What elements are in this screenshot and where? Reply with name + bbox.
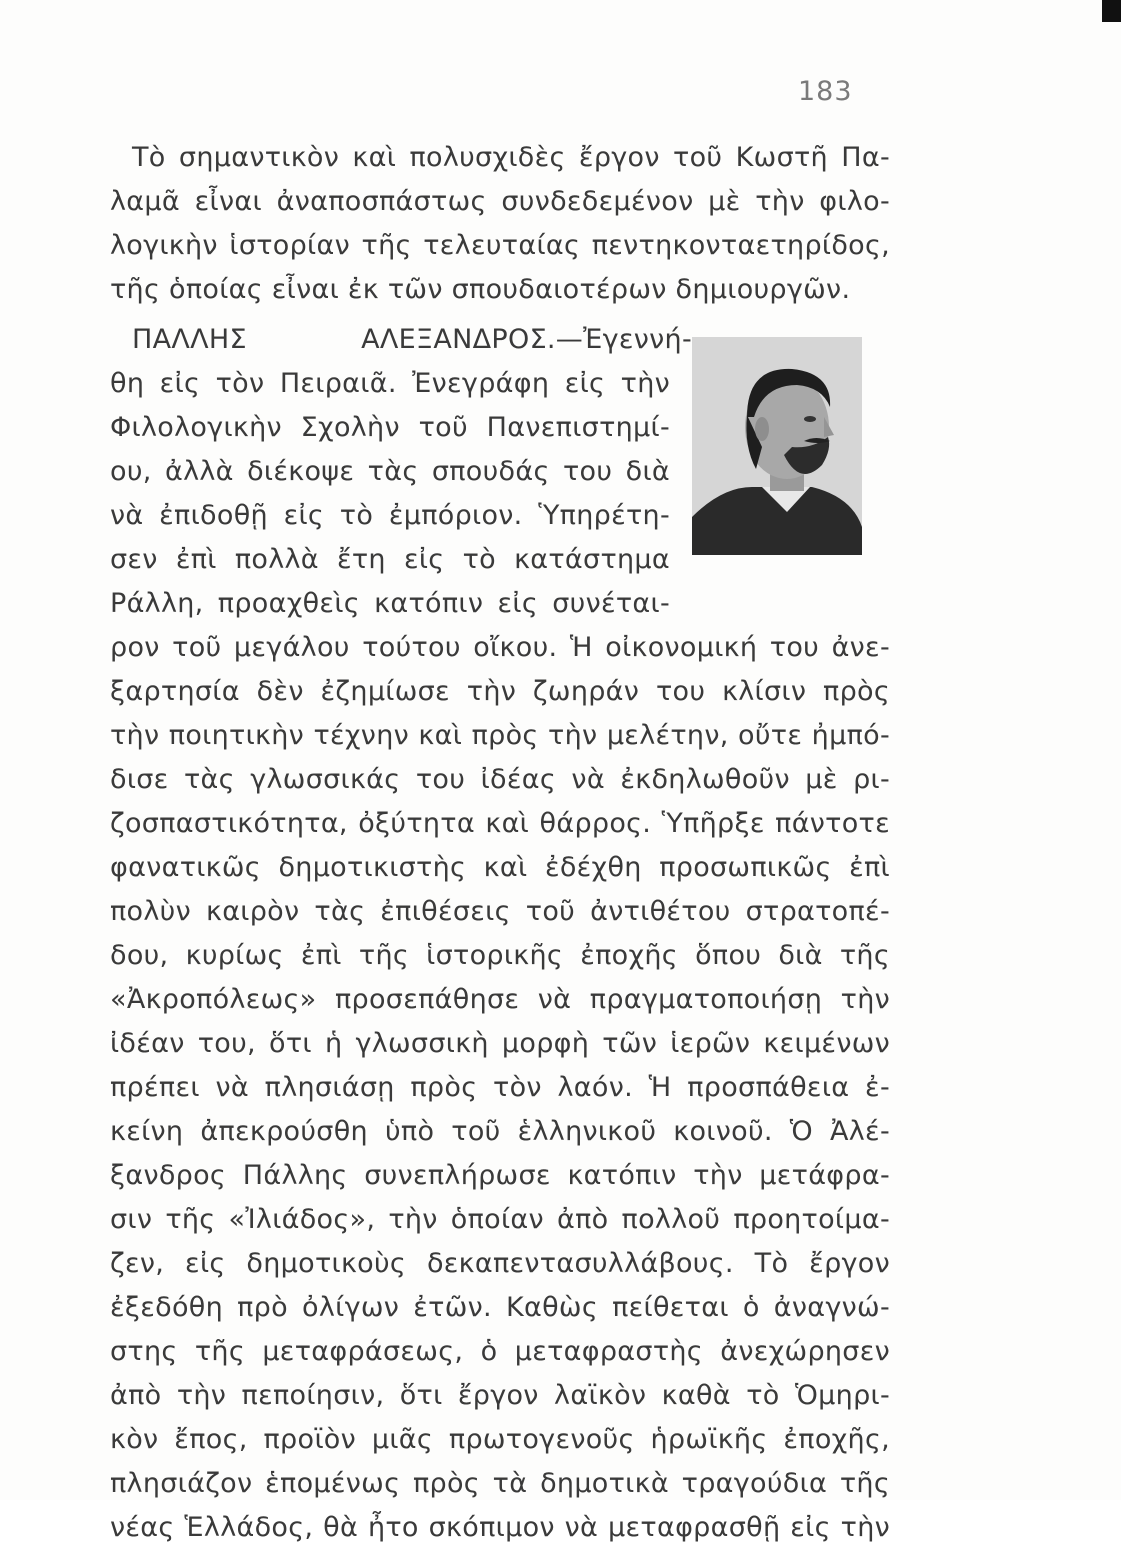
text-line: ου, ἀλλὰ διέκοψε τὰς σπουδάς του διὰ: [110, 456, 670, 487]
text-line: κὸν ἔπος, προϊὸν μιᾶς πρωτογενοῦς ἡρωϊκῆς ἐποχῆς,: [110, 1424, 890, 1455]
text-line: τὴν ποιητικὴν τέχνην καὶ πρὸς τὴν μελέτην, οὔτε ἠμπό-: [110, 720, 890, 751]
portrait-photo: [692, 337, 862, 555]
text-line: σεν ἐπὶ πολλὰ ἔτη εἰς τὸ κατάστημα: [110, 544, 670, 575]
text-line: σιν τῆς «Ἰλιάδος», τὴν ὁποίαν ἀπὸ πολλοῦ προητοίμα-: [110, 1204, 890, 1235]
text-line: ἐξεδόθη πρὸ ὀλίγων ἐτῶν. Καθὼς πείθεται ὁ ἀναγνώ-: [110, 1292, 890, 1323]
text-line: Ράλλη, προαχθεὶς κατόπιν εἰς συνέται-: [110, 588, 670, 619]
text-line: τῆς ὁποίας εἶναι ἐκ τῶν σπουδαιοτέρων δημιουργῶν.: [110, 274, 851, 305]
text-line: Τὸ σημαντικὸν καὶ πολυσχιδὲς ἔργον τοῦ Κωστῆ Πα-: [132, 142, 890, 173]
text-line: δισε τὰς γλωσσικάς του ἰδέας νὰ ἐκδηλωθοῦν μὲ ρι-: [110, 764, 890, 795]
text-line: Φιλολογικὴν Σχολὴν τοῦ Πανεπιστημί-: [110, 412, 670, 443]
text-line: νὰ ἐπιδοθῇ εἰς τὸ ἐμπόριον. Ὑπηρέτη-: [110, 500, 670, 531]
text-line: θη εἰς τὸν Πειραιᾶ. Ἐνεγράφη εἰς τὴν: [110, 368, 670, 399]
text-line: ξανδρος Πάλλης συνεπλήρωσε κατόπιν τὴν μετάφρα-: [110, 1160, 890, 1191]
text-line: λογικὴν ἱστορίαν τῆς τελευταίας πεντηκονταετηρίδος,: [110, 230, 890, 261]
text-line: ζεν, εἰς δημοτικοὺς δεκαπεντασυλλάβους. Τὸ ἔργον: [110, 1248, 890, 1279]
text-line: πρέπει νὰ πλησιάσῃ πρὸς τὸν λαόν. Ἡ προσπάθεια ἐ-: [110, 1072, 890, 1103]
text-line: κείνη ἀπεκρούσθη ὑπὸ τοῦ ἑλληνικοῦ κοινοῦ. Ὁ Ἀλέ-: [110, 1116, 890, 1147]
text-line: στης τῆς μεταφράσεως, ὁ μεταφραστὴς ἀνεχώρησεν: [110, 1336, 890, 1367]
paragraph-palamas: [110, 136, 890, 312]
text-line: «Ἀκροπόλεως» προσεπάθησε νὰ πραγματοποιήσῃ τὴν: [110, 984, 890, 1015]
text-line: ζοσπαστικότητα, ὀξύτητα καὶ θάρρος. Ὑπῆρξε πάντοτε: [110, 808, 890, 839]
portrait-illustration: [692, 337, 862, 555]
text-line: πολὺν καιρὸν τὰς ἐπιθέσεις τοῦ ἀντιθέτου στρατοπέ-: [110, 896, 890, 927]
text-line: ξαρτησία δὲν ἐζημίωσε τὴν ζωηράν του κλίσιν πρὸς: [110, 676, 890, 707]
text-line: δου, κυρίως ἐπὶ τῆς ἱστορικῆς ἐποχῆς ὅπου διὰ τῆς: [110, 940, 890, 971]
text-line: λαμᾶ εἶναι ἀναποσπάστως συνδεδεμένον μὲ τὴν φιλο-: [110, 186, 890, 217]
text-line: πλησιάζον ἑπομένως πρὸς τὰ δημοτικὰ τραγούδια τῆς: [110, 1468, 890, 1499]
text-line: ἰδέαν του, ὅτι ἡ γλωσσικὴ μορφὴ τῶν ἱερῶν κειμένων: [110, 1028, 890, 1059]
text-line: φανατικῶς δημοτικιστὴς καὶ ἐδέχθη προσωπικῶς ἐπὶ: [110, 852, 890, 883]
page-number: 183: [798, 76, 853, 107]
text-line: ἀπὸ τὴν πεποίησιν, ὅτι ἔργον λαϊκὸν καθὰ τὸ Ὁμηρι-: [110, 1380, 890, 1411]
text-line: ρον τοῦ μεγάλου τούτου οἴκου. Ἡ οἰκονομική του ἀνε-: [110, 632, 890, 663]
text-line: ΠΑΛΛΗΣ ΑΛΕΞΑΝΔΡΟΣ.—Ἐγεννή-: [132, 324, 692, 355]
text-line: νέας Ἑλλάδος, θὰ ἦτο σκόπιμον νὰ μεταφρασθῇ εἰς τὴν: [110, 1512, 890, 1543]
corner-mark: [1102, 0, 1121, 22]
